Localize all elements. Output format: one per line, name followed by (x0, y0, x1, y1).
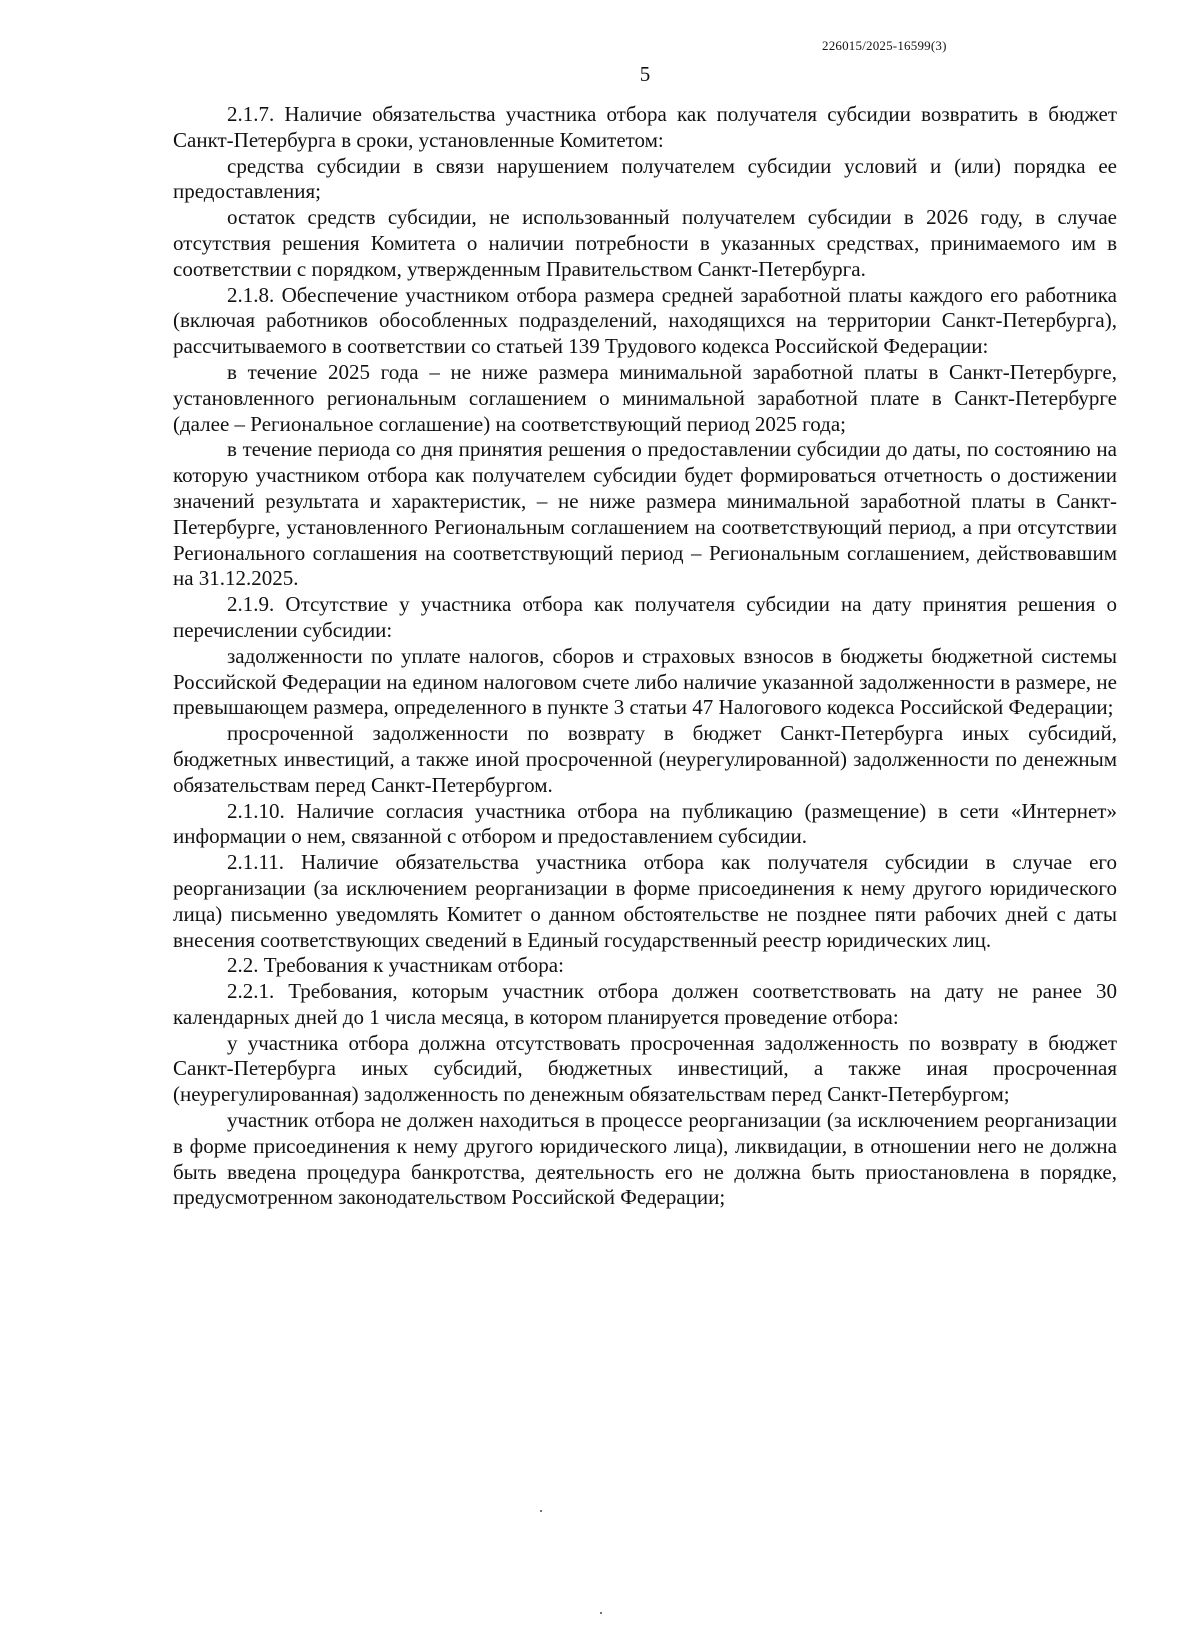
document-registration-number: 226015/2025-16599(3) (822, 38, 947, 53)
paragraph-no-overdue-debt: у участника отбора должна отсутствовать просроченная задолженность по возврату в бюджет Санкт-Петербурга иных субсидий, бюджетных инвестиций, а также иная просроченная (неурегулированная) задолженность по денежным обязательствам перед Санкт-Петербургом; (173, 1030, 1117, 1107)
scan-speck (600, 1612, 602, 1614)
paragraph-no-reorganization: участник отбора не должен находиться в процессе реорганизации (за исключением реорганизации в форме присоединения к нему другого юридического лица), ликвидации, в отношении него не должна быть введена процедура банкротства, деятельность его не должна быть приостановлена в порядке, предусмотренном законодательством Российской Федерации; (173, 1108, 1117, 1210)
scan-speck (540, 1510, 542, 1512)
paragraph-2-1-10: 2.1.10. Наличие согласия участника отбора на публикацию (размещение) в сети «Интернет» информации о нем, связанной с отбором и предоставлением субсидии. (173, 798, 1117, 849)
paragraph-during-2025: в течение 2025 года – не ниже размера минимальной заработной платы в Санкт-Петербурге, установленного региональным соглашением о минимальной заработной плате в Санкт-Петербурге (далее – Региональное соглашение) на соответствующий период 2025 года; (173, 359, 1117, 436)
paragraph-2-2: 2.2. Требования к участникам отбора: (227, 953, 564, 978)
paragraph-tax-debt: задолженности по уплате налогов, сборов и страховых взносов в бюджеты бюджетной системы Российской Федерации на едином налоговом счете либо наличие указанной задолженности в размере, не превышающем размера, определенного в пункте 3 статьи 47 Налогового кодекса Российской Федерации; (173, 643, 1117, 720)
paragraph-2-1-8: 2.1.8. Обеспечение участником отбора размера средней заработной платы каждого его работника (включая работников обособленных подразделений, находящихся на территории Санкт-Петербурга), рассчитываемого в соответствии со статьей 139 Трудового кодекса Российской Федерации: (173, 282, 1117, 359)
document-body (173, 102, 1117, 1211)
paragraph-2-1-11: 2.1.11. Наличие обязательства участника отбора как получателя субсидии в случае его реорганизации (за исключением реорганизации в форме присоединения к нему другого юридического лица) письменно уведомлять Комитет о данном обстоятельстве не позднее пяти рабочих дней с даты внесения соответствующих сведений в Единый государственный реестр юридических лиц. (173, 850, 1117, 952)
paragraph-subsidy-violation: средства субсидии в связи нарушением получателем субсидии условий и (или) порядка ее предоставления; (173, 153, 1117, 204)
paragraph-unused-balance: остаток средств субсидии, не использованный получателем субсидии в 2026 году, в случае отсутствия решения Комитета о наличии потребности в указанных средствах, принимаемого им в соответствии с порядком, утвержденным Правительством Санкт-Петербурга. (173, 205, 1117, 281)
paragraph-2-2-1: 2.2.1. Требования, которым участник отбора должен соответствовать на дату не ранее 30 календарных дней до 1 числа месяца, в котором планируется проведение отбора: (173, 979, 1117, 1029)
page-number: 5 (639, 62, 651, 86)
paragraph-2-1-7: 2.1.7. Наличие обязательства участника отбора как получателя субсидии возвратить в бюджет Санкт-Петербурга в сроки, установленные Комитетом: (173, 102, 1117, 152)
paragraph-overdue-debt: просроченной задолженности по возврату в бюджет Санкт-Петербурга иных субсидий, бюджетных инвестиций, а также иной просроченной (неурегулированной) задолженности по денежным обязательствам перед Санкт-Петербургом. (173, 721, 1117, 797)
paragraph-reporting-period: в течение периода со дня принятия решения о предоставлении субсидии до даты, по состоянию на которую участником отбора как получателем субсидии будет формироваться отчетность о достижении значений результата и характеристик, – не ниже размера минимальной заработной платы в Санкт-Петербурге, установленного Региональным соглашением на соответствующий период, а при отсутствии Регионального соглашения на соответствующий период – Региональным соглашением, действовавшим на 31.12.2025. (173, 437, 1117, 591)
paragraph-2-1-9: 2.1.9. Отсутствие у участника отбора как получателя субсидии на дату принятия решения о перечислении субсидии: (173, 592, 1117, 642)
